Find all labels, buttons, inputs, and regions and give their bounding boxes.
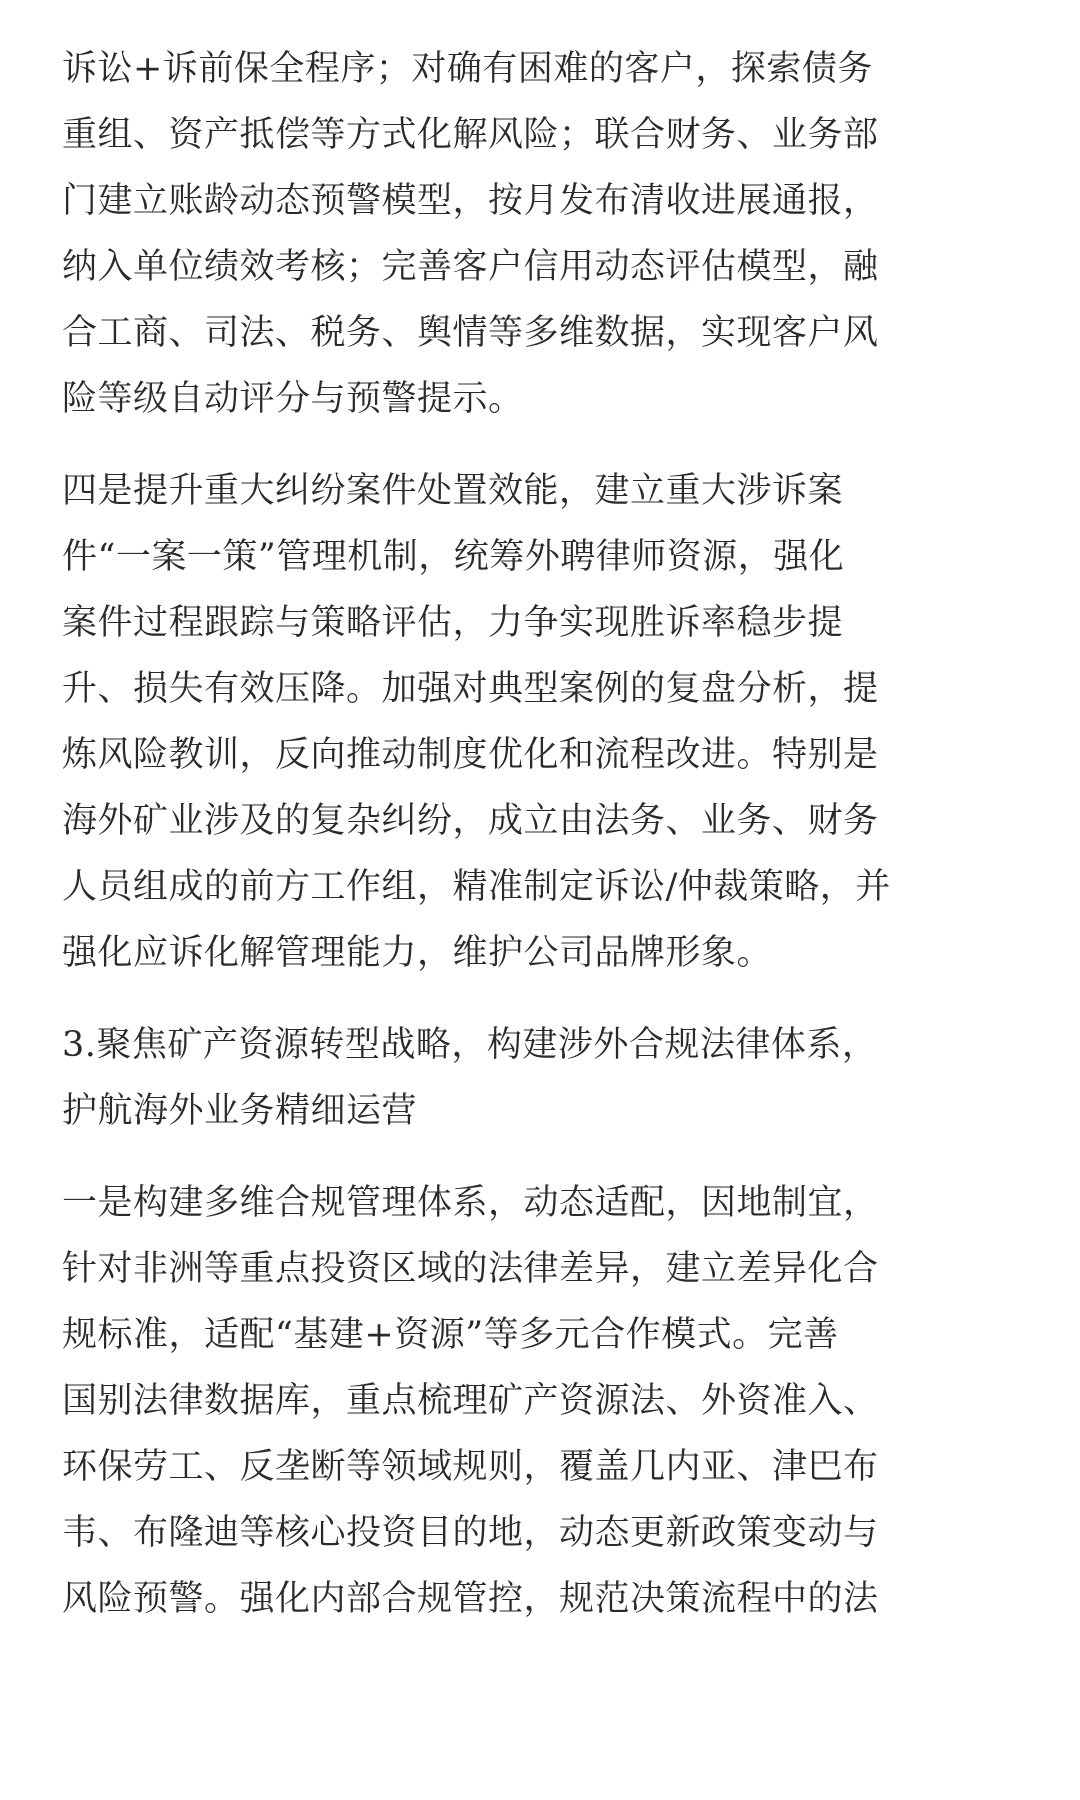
text-line: 规标准，适配“基建+资源”等多元合作模式。完善 <box>62 1315 839 1355</box>
paragraph-dispute-handling <box>62 458 1028 986</box>
text-line: 合工商、司法、税务、舆情等多维数据，实现客户风 <box>62 313 879 353</box>
text-line: 韦、布隆迪等核心投资目的地，动态更新政策变动与 <box>62 1513 879 1553</box>
text-line: 四是提升重大纠纷案件处置效能，建立重大涉诉案 <box>62 471 844 511</box>
text-line: 风险预警。强化内部合规管控，规范决策流程中的法 <box>62 1579 879 1619</box>
text-line: 人员组成的前方工作组，精准制定诉讼/仲裁策略，并 <box>62 867 891 907</box>
heading-line: 3.聚焦矿产资源转型战略，构建涉外合规法律体系， <box>62 1025 878 1065</box>
text-line: 针对非洲等重点投资区域的法律差异，建立差异化合 <box>62 1249 879 1289</box>
text-line: 案件过程跟踪与策略评估，力争实现胜诉率稳步提 <box>62 603 844 643</box>
paragraph-debt-collection <box>62 36 1028 432</box>
paragraph-compliance-system <box>62 1170 1028 1632</box>
text-line: 环保劳工、反垄断等领域规则，覆盖几内亚、津巴布 <box>62 1447 879 1487</box>
article-body <box>62 36 1028 1658</box>
text-line: 件“一案一策”管理机制，统筹外聘律师资源，强化 <box>62 537 845 577</box>
text-line: 重组、资产抵偿等方式化解风险；联合财务、业务部 <box>62 115 879 155</box>
section-heading-3 <box>62 1012 1028 1144</box>
text-line: 门建立账龄动态预警模型，按月发布清收进展通报， <box>62 181 879 221</box>
text-line: 升、损失有效压降。加强对典型案例的复盘分析，提 <box>62 669 879 709</box>
text-line: 国别法律数据库，重点梳理矿产资源法、外资准入、 <box>62 1381 879 1421</box>
text-line: 海外矿业涉及的复杂纠纷，成立由法务、业务、财务 <box>62 801 879 841</box>
text-line: 一是构建多维合规管理体系，动态适配，因地制宜， <box>62 1183 879 1223</box>
text-line: 诉讼+诉前保全程序；对确有困难的客户，探索债务 <box>62 49 873 89</box>
text-line: 炼风险教训，反向推动制度优化和流程改进。特别是 <box>62 735 879 775</box>
text-line: 险等级自动评分与预警提示。 <box>62 379 524 419</box>
text-line: 强化应诉化解管理能力，维护公司品牌形象。 <box>62 933 773 973</box>
heading-line: 护航海外业务精细运营 <box>62 1091 418 1131</box>
text-line: 纳入单位绩效考核；完善客户信用动态评估模型，融 <box>62 247 879 287</box>
